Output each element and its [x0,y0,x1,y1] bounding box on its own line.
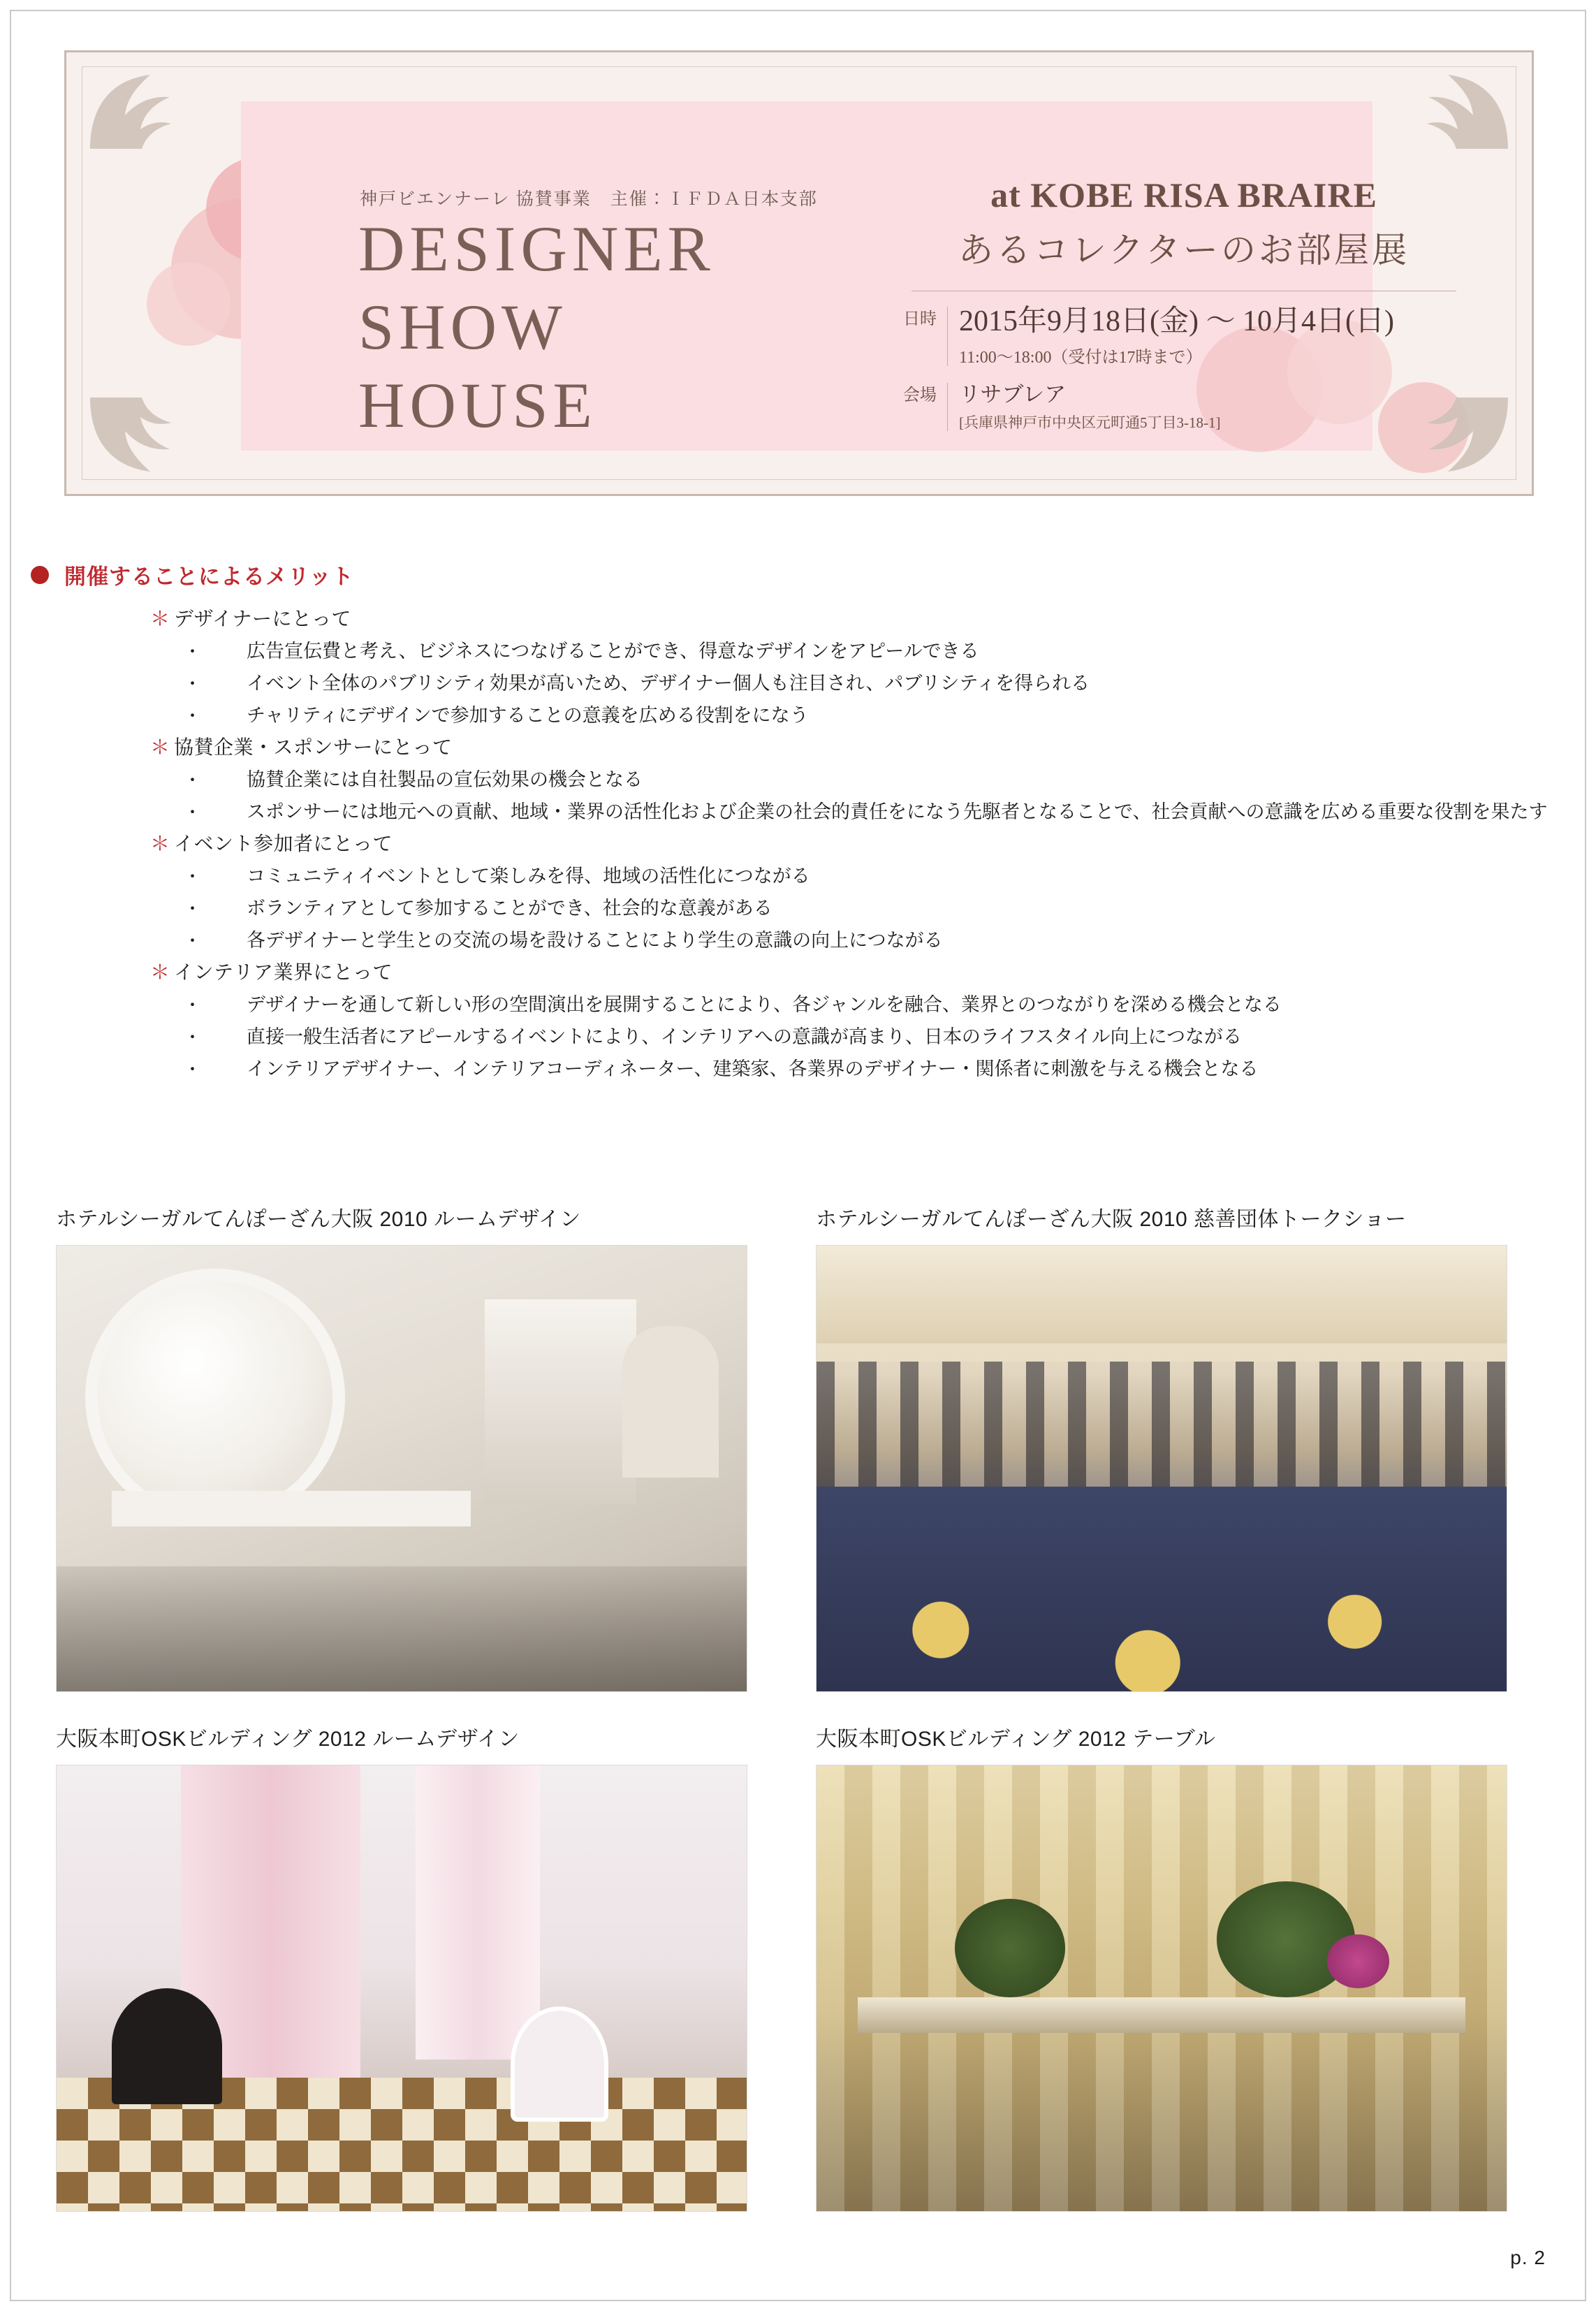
list-item-text: 協賛企業には自社製品の宣伝効果の機会となる [247,768,643,790]
photo-detail [511,2006,608,2122]
photo-cell [56,1721,754,2212]
event-banner [64,50,1534,496]
place-row-divider [947,383,948,431]
asterisk-icon: ＊ [150,833,170,855]
dot-marker-icon: ・ [184,641,202,662]
list-item-text: ボランティアとして参加することができ、社会的な意義がある [247,898,773,919]
dot-marker-icon: ・ [184,1060,202,1080]
photo-gallery [56,1202,1544,2212]
ornament-corner-icon [86,69,191,153]
asterisk-icon: ＊ [150,961,170,984]
banner-title [358,210,715,445]
photo-detail [112,1988,222,2104]
photo-row [56,1202,1544,1692]
banner-title-line-3: HOUSE [358,370,597,442]
list-item [184,927,1554,954]
table-setting-photo [816,1765,1507,2212]
photo-detail [817,1246,1507,1343]
list-item-text: 各デザイナーと学生との交流の場を設けることにより学生の意識の向上につながる [247,930,943,952]
photo-cell [816,1202,1514,1692]
list-item [184,991,1554,1019]
merit-group-title: 協賛企業・スポンサーにとって [174,736,453,759]
merit-group [150,830,1554,954]
date-body [959,305,1394,367]
photo-caption: 大阪本町OSKビルディング 2012 ルームデザイン [56,1728,520,1751]
photo-detail [858,1997,1465,2033]
list-item [184,863,1554,890]
section-heading [31,559,354,590]
dot-marker-icon: ・ [184,931,202,952]
list-item-text: スポンサーには地元への貢献、地域・業界の活性化および企業の社会的責任をになう先駆者となることで、社会貢献への意識を広める重要な役割を果たす [247,801,1548,823]
photo-detail [485,1299,636,1504]
dot-marker-icon: ・ [184,866,202,887]
list-item [184,638,1554,665]
photo-detail [416,1765,540,2060]
merit-group [150,958,1554,1083]
banner-title-line-2: SHOW [358,291,567,363]
date-value: 2015年9月18日(金) ～ 10月4日(日) [959,305,1394,337]
dot-marker-icon: ・ [184,1028,202,1048]
banner-title-line-1: DESIGNER [358,213,715,284]
photo-detail [622,1326,719,1478]
list-item [184,766,1554,794]
list-item [184,799,1554,826]
list-item-text: コミュニティイベントとして楽しみを得、地域の活性化につながる [247,865,810,887]
charity-talk-show-photo [816,1245,1507,1692]
merit-group [150,605,1554,729]
dot-marker-icon: ・ [184,803,202,823]
dot-marker-icon: ・ [184,899,202,919]
date-label: 日時 [903,310,937,328]
photo-cell [816,1721,1514,2212]
dot-marker-icon: ・ [184,673,202,694]
date-row-divider [947,307,948,366]
pink-room-design-photo [56,1765,747,2212]
exhibition-title-jp: あるコレクターのお部屋展 [958,231,1410,270]
photo-detail [817,1487,1507,1691]
photo-detail [817,1765,1507,2211]
time-value: 11:00～18:00（受付は17時まで） [959,349,1203,367]
asterisk-icon: ＊ [150,736,170,759]
merit-group-header [150,830,1554,858]
merit-group-title: インテリア業界にとって [174,961,393,984]
merit-group [150,734,1554,826]
list-item-text: 広告宣伝費と考え、ビジネスにつなげることができ、得意なデザインをアピールできる [247,640,979,662]
bullet-dot-icon [31,566,49,584]
list-item-text: イベント全体のパブリシティ効果が高いため、デザイナー個人も注目され、パブリシティを得られる [247,672,1090,694]
venue-name-en: at KOBE RISA BRAIRE [990,175,1377,214]
merit-group-header [150,958,1554,986]
list-item [184,895,1554,922]
dot-marker-icon: ・ [184,706,202,727]
dot-marker-icon: ・ [184,996,202,1016]
ornament-corner-icon [86,393,191,477]
ornament-corner-icon [1407,69,1512,153]
list-item-text: 直接一般生活者にアピールするイベントにより、インテリアへの意識が高まり、日本のライフスタイル向上につながる [247,1026,1243,1048]
photo-detail [112,1491,471,1526]
merit-group-header [150,605,1554,633]
list-item-text: インテリアデザイナー、インテリアコーディネーター、建築家、各業界のデザイナー・関係者に刺激を与える機会となる [247,1058,1259,1080]
merits-list [150,601,1554,1085]
list-item [184,670,1554,697]
banner-details [894,175,1474,432]
list-item [184,1023,1554,1051]
photo-detail [1217,1881,1355,1997]
place-row [894,381,1474,432]
rose-decoration-icon [147,262,230,346]
banner-supertitle: 神戸ビエンナーレ 協賛事業 主催：ＩＦＤＡ日本支部 [360,190,818,209]
date-row [894,305,1474,367]
place-label: 会場 [903,386,937,405]
dot-marker-icon: ・ [184,770,202,790]
place-value: リサブレア [959,382,1067,407]
list-item [184,1056,1554,1083]
merit-group-title: デザイナーにとって [174,608,351,629]
photo-caption: 大阪本町OSKビルディング 2012 テーブル [816,1728,1216,1751]
place-address: [兵庫県神戸市中央区元町通5丁目3-18-1] [959,414,1221,432]
section-heading-label: 開催することによるメリット [64,564,354,589]
list-item-text: デザイナーを通して新しい形の空間演出を展開することにより、各ジャンルを融合、業界とのつながりを深める機会となる [247,994,1282,1016]
page-number: p. 2 [1510,2247,1546,2268]
photo-cell [56,1202,754,1692]
white-classical-room-photo [56,1245,747,1692]
place-body [959,381,1220,432]
merit-group-header [150,734,1554,761]
photo-caption: ホテルシーガルてんぽーざん大阪 2010 ルームデザイン [56,1208,581,1231]
list-item-text: チャリティにデザインで参加することの意義を広める役割をになう [247,705,809,727]
photo-caption: ホテルシーガルてんぽーざん大阪 2010 慈善団体トークショー [816,1208,1407,1231]
list-item [184,702,1554,729]
photo-detail [955,1899,1065,1997]
photo-row [56,1721,1544,2212]
merit-group-title: イベント参加者にとって [174,833,393,855]
photo-detail [1327,1934,1389,1988]
asterisk-icon: ＊ [150,608,170,629]
